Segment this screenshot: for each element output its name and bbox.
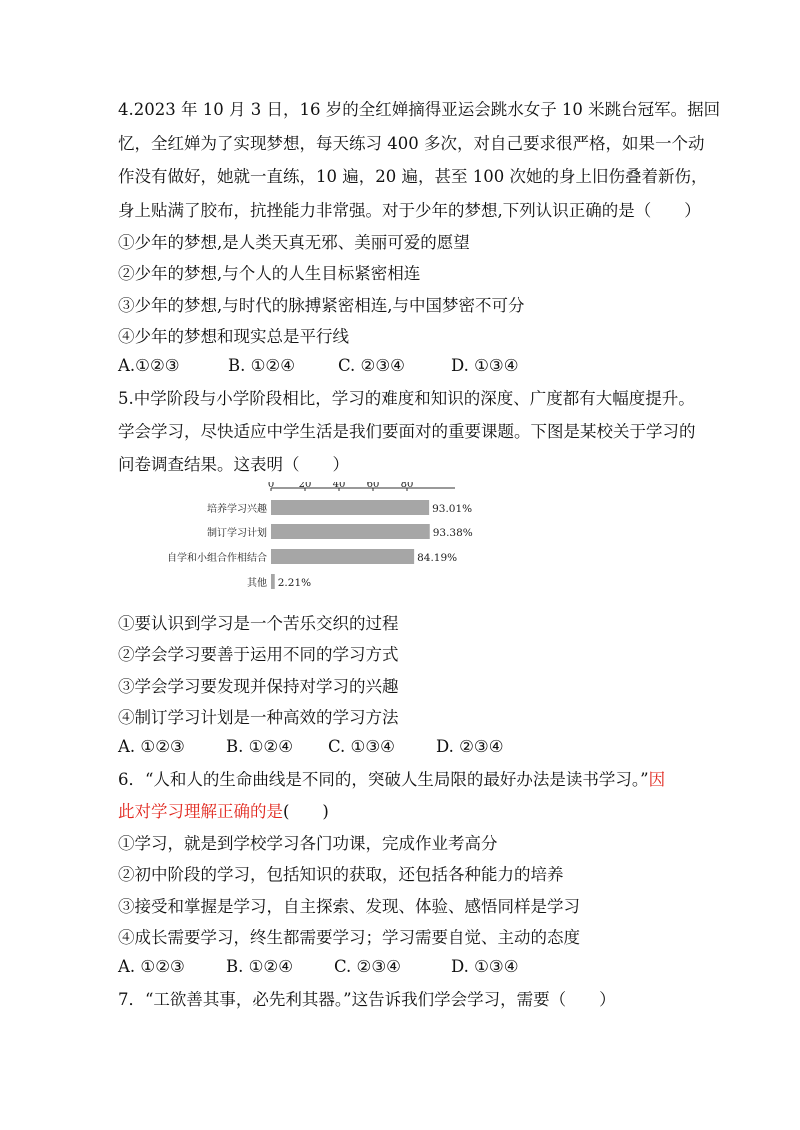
q6-stem-text: 6．“人和人的生命曲线是不同的，突破人生局限的最好办法是读书学习。” xyxy=(118,770,649,789)
x-tick-label: 40 xyxy=(332,482,346,490)
q4-stem-line-4: 身上贴满了胶布，抗挫能力非常强。对于少年的梦想,下列认识正确的是（ ） xyxy=(118,201,701,220)
x-tick-label: 80 xyxy=(400,482,414,490)
category-label: 自学和小组合作相结合 xyxy=(168,553,267,564)
value-label: 93.38% xyxy=(432,527,473,539)
q6-statement-1: ①学习，就是到学校学习各门功课，完成作业考高分 xyxy=(118,834,498,853)
bar xyxy=(271,524,430,539)
q4-stem-line-3: 作没有做好，她就一直练，10 遍，20 遍，甚至 100 次她的身上旧伤叠着新伤， xyxy=(118,167,708,186)
q5-option-b[interactable]: B. ①②④ xyxy=(226,737,293,756)
q5-statement-2: ②学会学习要善于运用不同的学习方式 xyxy=(118,645,399,664)
q4-option-c[interactable]: C. ②③④ xyxy=(338,356,405,375)
q5-stem-line-3: 问卷调查结果。这表明（ ） xyxy=(118,455,349,474)
bar xyxy=(271,574,275,589)
q4-option-a[interactable]: A.①②③ xyxy=(118,356,180,375)
category-label: 培养学习兴趣 xyxy=(207,504,267,515)
q6-option-c[interactable]: C. ②③④ xyxy=(334,957,401,976)
q5-statement-3: ③学会学习要发现并保持对学习的兴趣 xyxy=(118,677,399,696)
q6-stem-line-1 xyxy=(118,769,665,791)
category-label: 制订学习计划 xyxy=(207,528,267,539)
q4-statement-4: ④少年的梦想和现实总是平行线 xyxy=(118,327,349,346)
q5-statement-1: ①要认识到学习是一个苦乐交织的过程 xyxy=(118,614,399,633)
q6-stem-highlight-2: 此对学习理解正确的是 xyxy=(118,802,283,821)
q6-stem-line-2 xyxy=(118,801,329,823)
q4-stem-line-1: 4.2023 年 10 月 3 日，16 岁的全红婵摘得亚运会跳水女子 10 米跳台冠军。据回 xyxy=(118,100,721,119)
q7-stem-line-1: 7．“工欲善其事，必先利其器。”这告诉我们学会学习，需要（ ） xyxy=(118,990,616,1009)
q6-statement-3: ③接受和掌握是学习，自主探索、发现、体验、感悟同样是学习 xyxy=(118,897,580,916)
q5-options xyxy=(118,737,698,759)
q6-option-b[interactable]: B. ①②④ xyxy=(226,957,293,976)
q4-option-d[interactable]: D. ①③④ xyxy=(451,356,519,375)
value-label: 84.19% xyxy=(417,552,458,564)
q4-stem-line-2: 忆，全红婵为了实现梦想，每天练习 400 多次，对自己要求很严格，如果一个动 xyxy=(118,134,705,153)
q4-statement-1: ①少年的梦想,是人类天真无邪、美丽可爱的愿望 xyxy=(118,233,470,252)
q5-statement-4: ④制订学习计划是一种高效的学习方法 xyxy=(118,708,399,727)
q6-option-d[interactable]: D. ①③④ xyxy=(451,957,519,976)
q5-option-a[interactable]: A. ①②③ xyxy=(118,737,185,756)
q6-option-a[interactable]: A. ①②③ xyxy=(118,957,185,976)
q6-stem-highlight-1: 因 xyxy=(648,770,666,789)
q4-statement-3: ③少年的梦想,与时代的脉搏紧密相连,与中国梦密不可分 xyxy=(118,296,525,315)
x-tick-label: 60 xyxy=(366,482,380,490)
category-label: 其他 xyxy=(247,578,267,589)
q5-stem-line-1: 5.中学阶段与小学阶段相比，学习的难度和知识的深度、广度都有大幅度提升。 xyxy=(118,389,695,408)
q5-option-d[interactable]: D. ②③④ xyxy=(436,737,504,756)
q5-option-c[interactable]: C. ①③④ xyxy=(328,737,395,756)
x-tick-label: 20 xyxy=(298,482,312,490)
q4-statement-2: ②少年的梦想,与个人的人生目标紧密相连 xyxy=(118,264,421,283)
value-label: 2.21% xyxy=(277,577,312,589)
q5-stem-line-2: 学会学习，尽快适应中学生活是我们要面对的重要课题。下图是某校关于学习的 xyxy=(118,422,696,441)
x-tick-label: 0 xyxy=(267,482,275,490)
q6-statement-4: ④成长需要学习，终生都需要学习；学习需要自觉、主动的态度 xyxy=(118,928,580,947)
bar xyxy=(271,500,429,515)
q6-statement-2: ②初中阶段的学习，包括知识的获取，还包括各种能力的培养 xyxy=(118,865,564,884)
bar xyxy=(271,549,414,564)
q4-options xyxy=(118,356,698,378)
q6-options xyxy=(118,957,698,979)
value-label: 93.01% xyxy=(432,503,473,515)
survey-bar-chart-svg xyxy=(168,482,488,602)
q4-option-b[interactable]: B. ①②④ xyxy=(228,356,295,375)
q6-answer-bracket: ( ) xyxy=(283,802,329,821)
survey-bar-chart xyxy=(168,482,488,602)
